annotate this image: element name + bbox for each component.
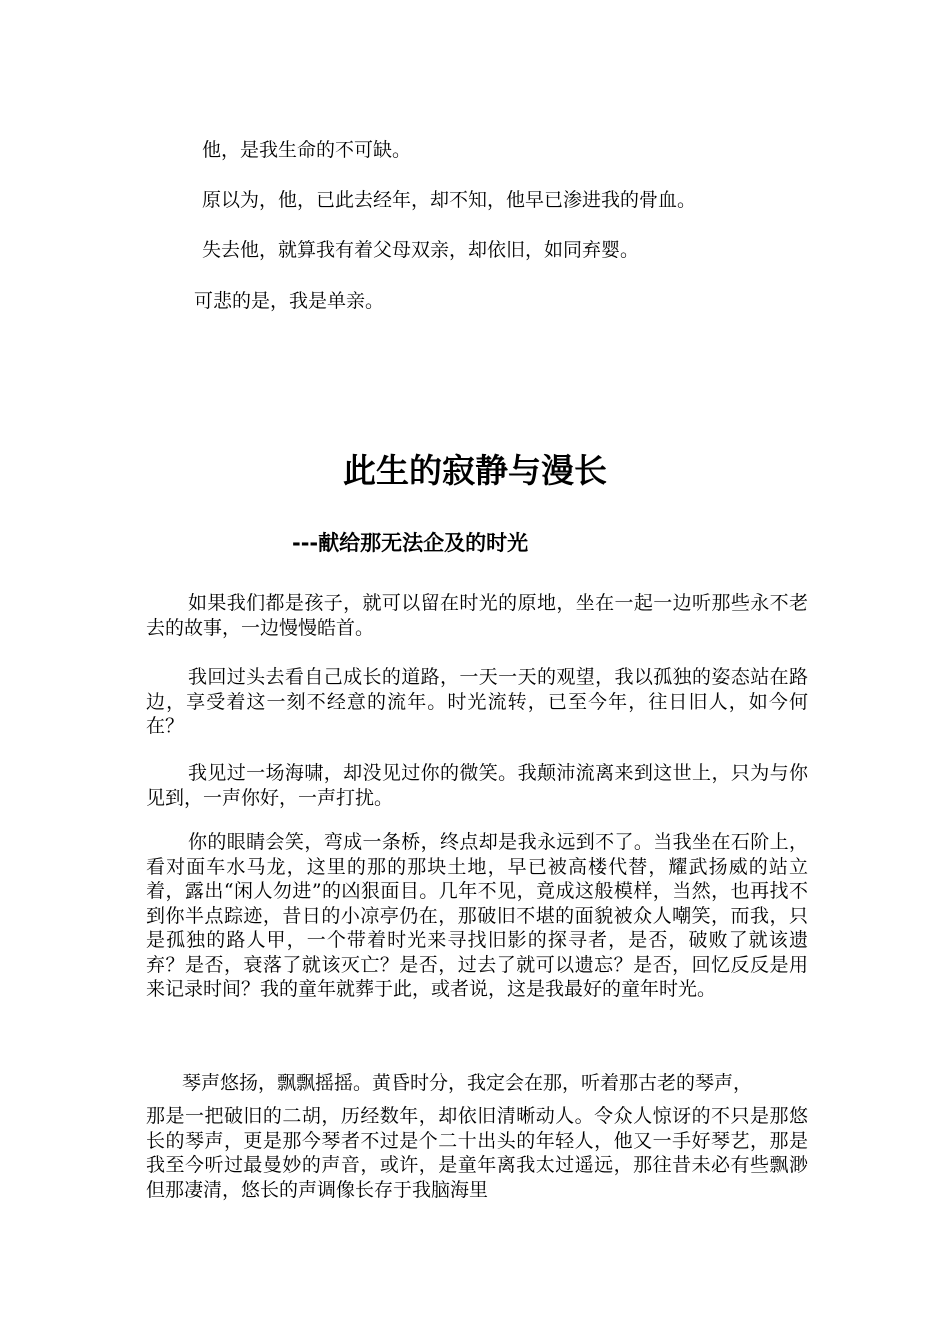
essay-paragraph: 那是一把破旧的二胡，历经数年，却依旧清晰动人。令众人惊讶的不只是那悠长的琴声，更是那今琴者不过是个二十出头的年轻人，他又一手好琴艺，那是我至今听过最曼妙的声音，或许，是童年离我太过遥远，那往昔未必有些飘渺但那凄清，悠长的声调像长存于我脑海里 — [146, 1105, 808, 1201]
essay-paragraph: 我见过一场海啸，却没见过你的微笑。我颠沛流离来到这世上，只为与你见到，一声你好，一声打扰。 — [146, 762, 808, 809]
poem-line: 失去他，就算我有着父母双亲，却依旧，如同弃婴。 — [202, 239, 640, 261]
poem-line: 可悲的是，我是单亲。 — [194, 290, 385, 312]
poem-line: 原以为，他，已此去经年，却不知，他早已渗进我的骨血。 — [202, 189, 697, 211]
essay-paragraph: 我回过头去看自己成长的道路，一天一天的观望，我以孤独的姿态站在路边，享受着这一刻不经意的流年。时光流转，已至今年，往日旧人，如今何在？ — [146, 666, 808, 737]
essay-title: 此生的寂静与漫长 — [343, 451, 607, 490]
essay-subtitle: ---献给那无法企及的时光 — [292, 531, 529, 555]
poem-line: 他，是我生命的不可缺。 — [202, 139, 412, 161]
essay-paragraph-first-line: 琴声悠扬，飘飘摇摇。黄昏时分，我定会在那，听着那古老的琴声， — [182, 1072, 753, 1094]
essay-paragraph: 你的眼睛会笑，弯成一条桥，终点却是我永远到不了。当我坐在石阶上，看对面车水马龙，这里的那的那块土地，早已被高楼代替，耀武扬威的站立着，露出“闲人勿进”的凶狠面目。几年不见，竟成这般模样，当然，也再找不到你半点踪迹，昔日的小凉亭仍在，那破旧不堪的面貌被众人嘲笑，而我，只是孤独的路人甲，一个带着时光来寻找旧影的探寻者，是否，破败了就该遗弃？是否，衰落了就该灭亡？是否，过去了就可以遗忘？是否，回忆反反是用来记录时间？我的童年就葬于此，或者说，这是我最好的童年时光。 — [146, 831, 808, 1000]
essay-paragraph: 如果我们都是孩子，就可以留在时光的原地，坐在一起一边听那些永不老去的故事，一边慢慢皓首。 — [146, 592, 808, 639]
